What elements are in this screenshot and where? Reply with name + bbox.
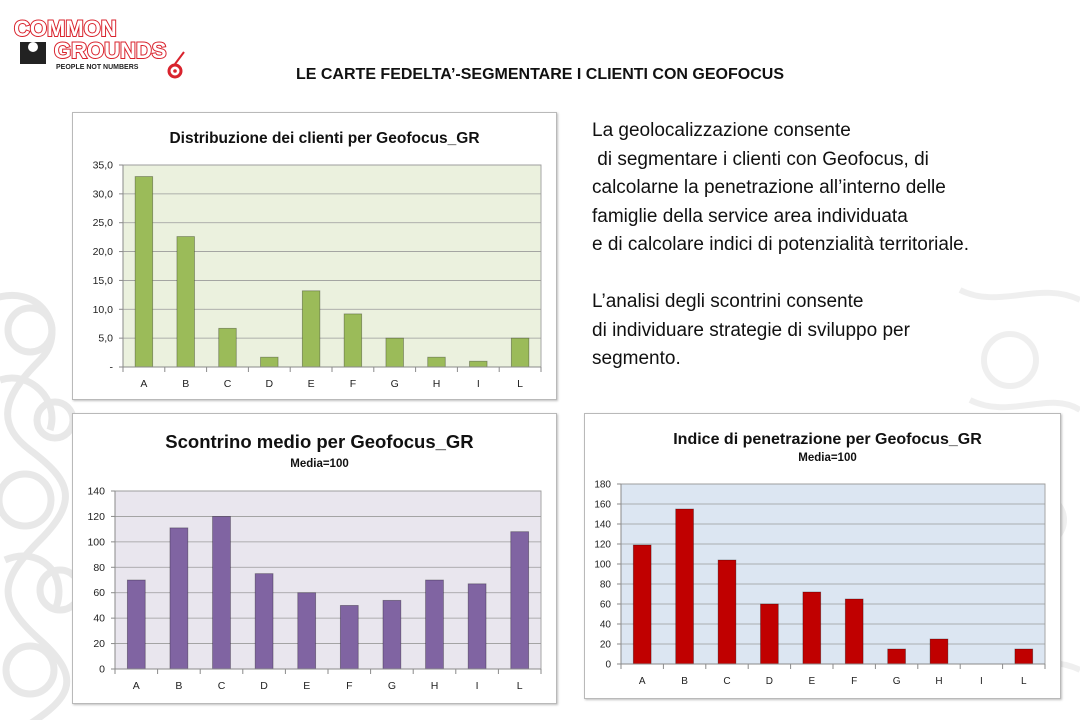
bar-G [386,338,404,367]
bar-E [302,291,320,367]
y-tick-label: 10,0 [92,303,113,316]
description-paragraph-1: La geolocalizzazione consente di segmentare i clienti con Geofocus, di calcolarne la penetrazione all’interno delle famiglie della service area individuata e di calcolare indici di potenzialità territoriale. [592,120,970,256]
bar-A [633,545,651,664]
x-tick-label: I [476,378,480,390]
y-tick-label: 160 [594,499,611,511]
x-tick-label: E [307,378,315,390]
y-tick-label: 20 [93,638,105,651]
x-tick-label: A [140,378,148,390]
x-tick-label: C [217,680,226,692]
y-tick-label: 100 [87,536,105,549]
y-tick-label: - [109,361,113,374]
bar-I [468,584,486,669]
logo-word-common: COMMON [14,16,117,41]
y-tick-label: 40 [93,612,105,625]
bar-C [213,516,231,669]
y-tick-label: 0 [605,659,611,671]
x-tick-label: I [980,676,983,687]
y-tick-label: 30,0 [92,188,113,201]
y-tick-label: 120 [594,539,611,551]
description-paragraph-2: L’analisi degli scontrini consente di individuare strategie di sviluppo per segmento. [592,290,910,370]
x-tick-label: A [638,676,646,687]
x-tick-label: E [808,676,816,687]
y-tick-label: 60 [93,587,105,600]
x-tick-label: L [517,378,524,390]
y-tick-label: 60 [599,599,611,611]
bar-B [170,528,188,669]
slide-title: LE CARTE FEDELTA’-SEGMENTARE I CLIENTI CON GEOFOCUS [295,66,784,83]
x-tick-label: B [175,680,183,692]
bar-B [177,237,195,367]
chart-subtitle: Media=100 [798,452,857,464]
bar-E [298,593,316,669]
x-tick-label: G [390,378,399,390]
y-tick-label: 40 [599,619,611,631]
x-tick-label: A [132,680,140,692]
bar-B [676,509,694,664]
chart-title: Scontrino medio per Geofocus_GR [165,431,474,452]
bar-F [344,314,362,367]
x-tick-label: I [475,680,479,692]
chart-svg [585,414,1060,698]
x-tick-label: B [681,676,688,687]
chart-title: Indice di penetrazione per Geofocus_GR [673,431,982,448]
x-tick-label: F [851,676,858,687]
bar-F [340,605,358,669]
x-tick-label: H [430,680,439,692]
bar-H [930,639,948,664]
bar-A [135,177,153,367]
bar-C [718,560,736,664]
y-tick-label: 140 [87,485,105,498]
bar-L [511,338,529,367]
chart-svg [73,113,556,399]
x-tick-label: H [935,676,943,687]
y-tick-label: 20,0 [92,246,113,259]
x-tick-label: C [723,676,731,687]
chart-distribuzione-clienti [72,112,557,400]
description-text [592,117,1062,374]
bar-L [1015,649,1033,664]
y-tick-label: 100 [594,559,611,571]
bar-I [470,361,488,367]
logo-word-grounds: GROUNDS [54,38,167,63]
x-tick-label: D [765,676,774,687]
chart-subtitle: Media=100 [290,458,349,470]
y-tick-label: 80 [599,579,611,591]
y-tick-label: 120 [87,510,105,523]
y-tick-label: 35,0 [92,159,113,172]
x-tick-label: E [303,680,311,692]
chart-svg [73,414,556,703]
bar-D [760,604,778,664]
x-tick-label: C [223,378,232,390]
bar-L [511,532,529,669]
y-tick-label: 140 [594,519,611,531]
bar-G [383,600,401,669]
y-tick-label: 5,0 [98,332,113,345]
y-tick-label: 180 [594,479,611,491]
x-tick-label: B [182,378,190,390]
y-tick-label: 80 [93,561,105,574]
y-tick-label: 0 [99,663,105,676]
bar-H [426,580,444,669]
y-tick-label: 15,0 [92,274,113,287]
bar-D [255,574,273,669]
bar-E [803,592,821,664]
x-tick-label: F [349,378,357,390]
x-tick-label: F [346,680,353,692]
bar-F [845,599,863,664]
x-tick-label: D [260,680,268,692]
chart-indice-penetrazione [584,413,1061,699]
logo-tagline: PEOPLE NOT NUMBERS [56,64,139,71]
y-tick-label: 20 [599,639,611,651]
x-tick-label: D [265,378,274,390]
chart-scontrino-medio [72,413,557,704]
x-tick-label: L [1021,676,1027,687]
x-tick-label: L [516,680,523,692]
y-tick-label: 25,0 [92,217,113,230]
x-tick-label: G [892,676,901,687]
chart-title: Distribuzione dei clienti per Geofocus_GR [169,130,480,147]
bar-H [428,357,446,367]
bar-C [219,328,237,367]
x-tick-label: H [432,378,441,390]
bar-D [261,357,279,367]
x-tick-label: G [387,680,396,692]
common-grounds-logo [12,14,192,84]
bar-G [888,649,906,664]
bar-A [127,580,145,669]
